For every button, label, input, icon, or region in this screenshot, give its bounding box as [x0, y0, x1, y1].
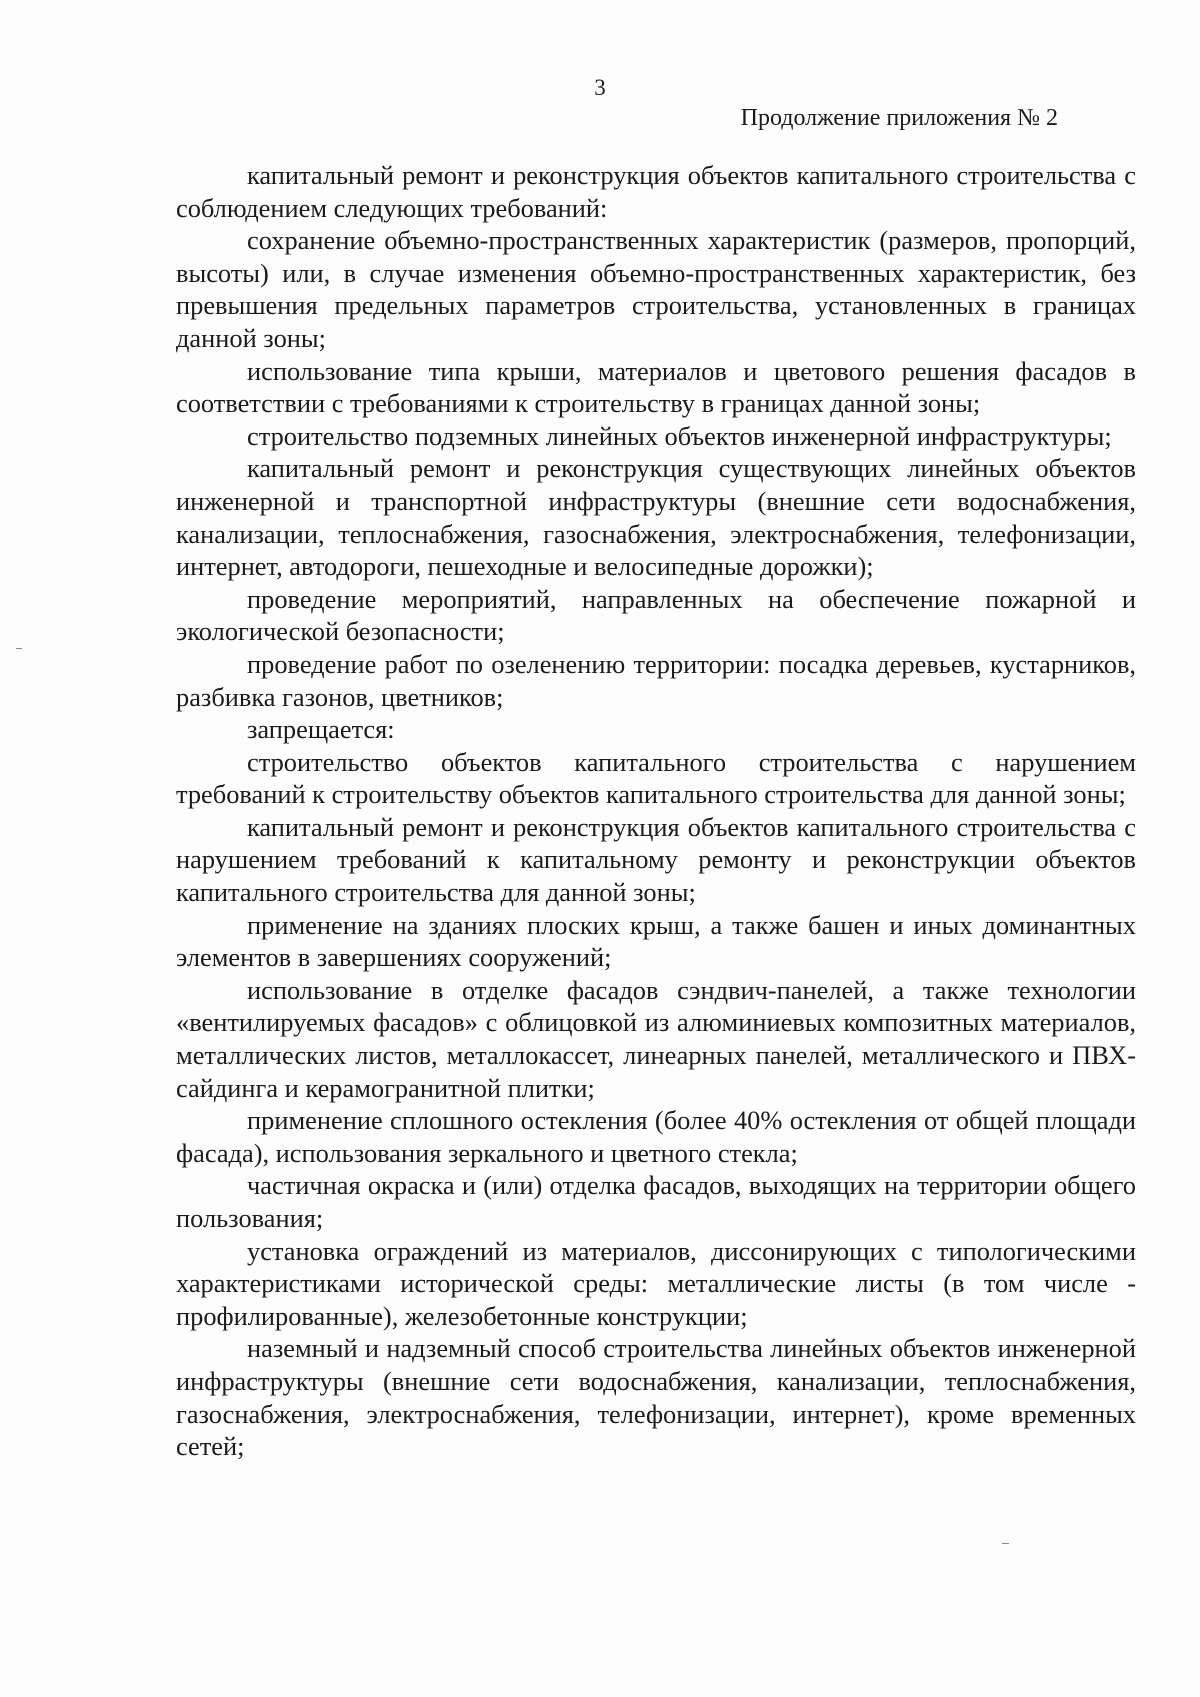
paragraph: использование в отделке фасадов сэндвич-панелей, а также технологии «вентилируемых фасадов» с облицовкой из алюминиевых композитных материалов, металлических листов, металлокассет, линеарных панелей, металлического и ПВХ-сайдинга и керамогранитной плитки;: [176, 974, 1136, 1103]
scan-speck: [16, 648, 22, 649]
paragraph: использование типа крыши, материалов и цветового решения фасадов в соответствии с требованиями к строительству в границах данной зоны;: [176, 355, 1136, 419]
paragraph: капитальный ремонт и реконструкция существующих линейных объектов инженерной и транспортной инфраструктуры (внешние сети водоснабжения, канализации, теплоснабжения, газоснабжения, электроснабжения, телефонизации, интернет, автодороги, пешеходные и велосипедные дорожки);: [176, 453, 1136, 582]
page-number: 3: [594, 75, 606, 100]
paragraph: строительство объектов капитального строительства с нарушением требований к строительству объектов капитального строительства для данной зоны;: [176, 746, 1136, 810]
paragraph: применение сплошного остекления (более 40% остекления от общей площади фасада), использования зеркального и цветного стекла;: [176, 1105, 1136, 1168]
paragraph: наземный и надземный способ строительства линейных объектов инженерной инфраструктуры (внешние сети водоснабжения, канализации, теплоснабжения, газоснабжения, электроснабжения, телефонизации, интернет), кроме временных сетей;: [176, 1333, 1136, 1462]
paragraph: применение на зданиях плоских крыш, а также башен и иных доминантных элементов в завершениях сооружений;: [176, 909, 1136, 973]
paragraph: капитальный ремонт и реконструкция объектов капитального строительства с нарушением требований к капитальному ремонту и реконструкции объектов капитального строительства для данной зоны;: [176, 811, 1136, 908]
paragraph: сохранение объемно-пространственных характеристик (размеров, пропорций, высоты) или, в случае изменения объемно-пространственных характеристик, без превышения предельных параметров строительства, установленных в границах данной зоны;: [176, 225, 1136, 353]
paragraph: строительство подземных линейных объектов инженерной инфраструктуры;: [247, 420, 1112, 451]
paragraph: капитальный ремонт и реконструкция объектов капитального строительства с соблюдением следующих требований:: [176, 160, 1136, 223]
appendix-continuation-note: Продолжение приложения № 2: [740, 105, 1058, 131]
paragraph-heading-prohibited: запрещается:: [247, 714, 395, 745]
paragraph: проведение работ по озеленению территории: посадка деревьев, кустарников, разбивка газонов, цветников;: [176, 648, 1136, 712]
paragraph: установка ограждений из материалов, диссонирующих с типологическими характеристиками исторической среды: металлические листы (в том числе - профилированные), железобетонные конструкции;: [176, 1235, 1136, 1331]
document-body: [176, 159, 1136, 1463]
paragraph: частичная окраска и (или) отделка фасадов, выходящих на территории общего пользования;: [176, 1170, 1136, 1233]
scan-speck: [1002, 1543, 1009, 1544]
paragraph: проведение мероприятий, направленных на обеспечение пожарной и экологической безопасности;: [176, 583, 1136, 647]
